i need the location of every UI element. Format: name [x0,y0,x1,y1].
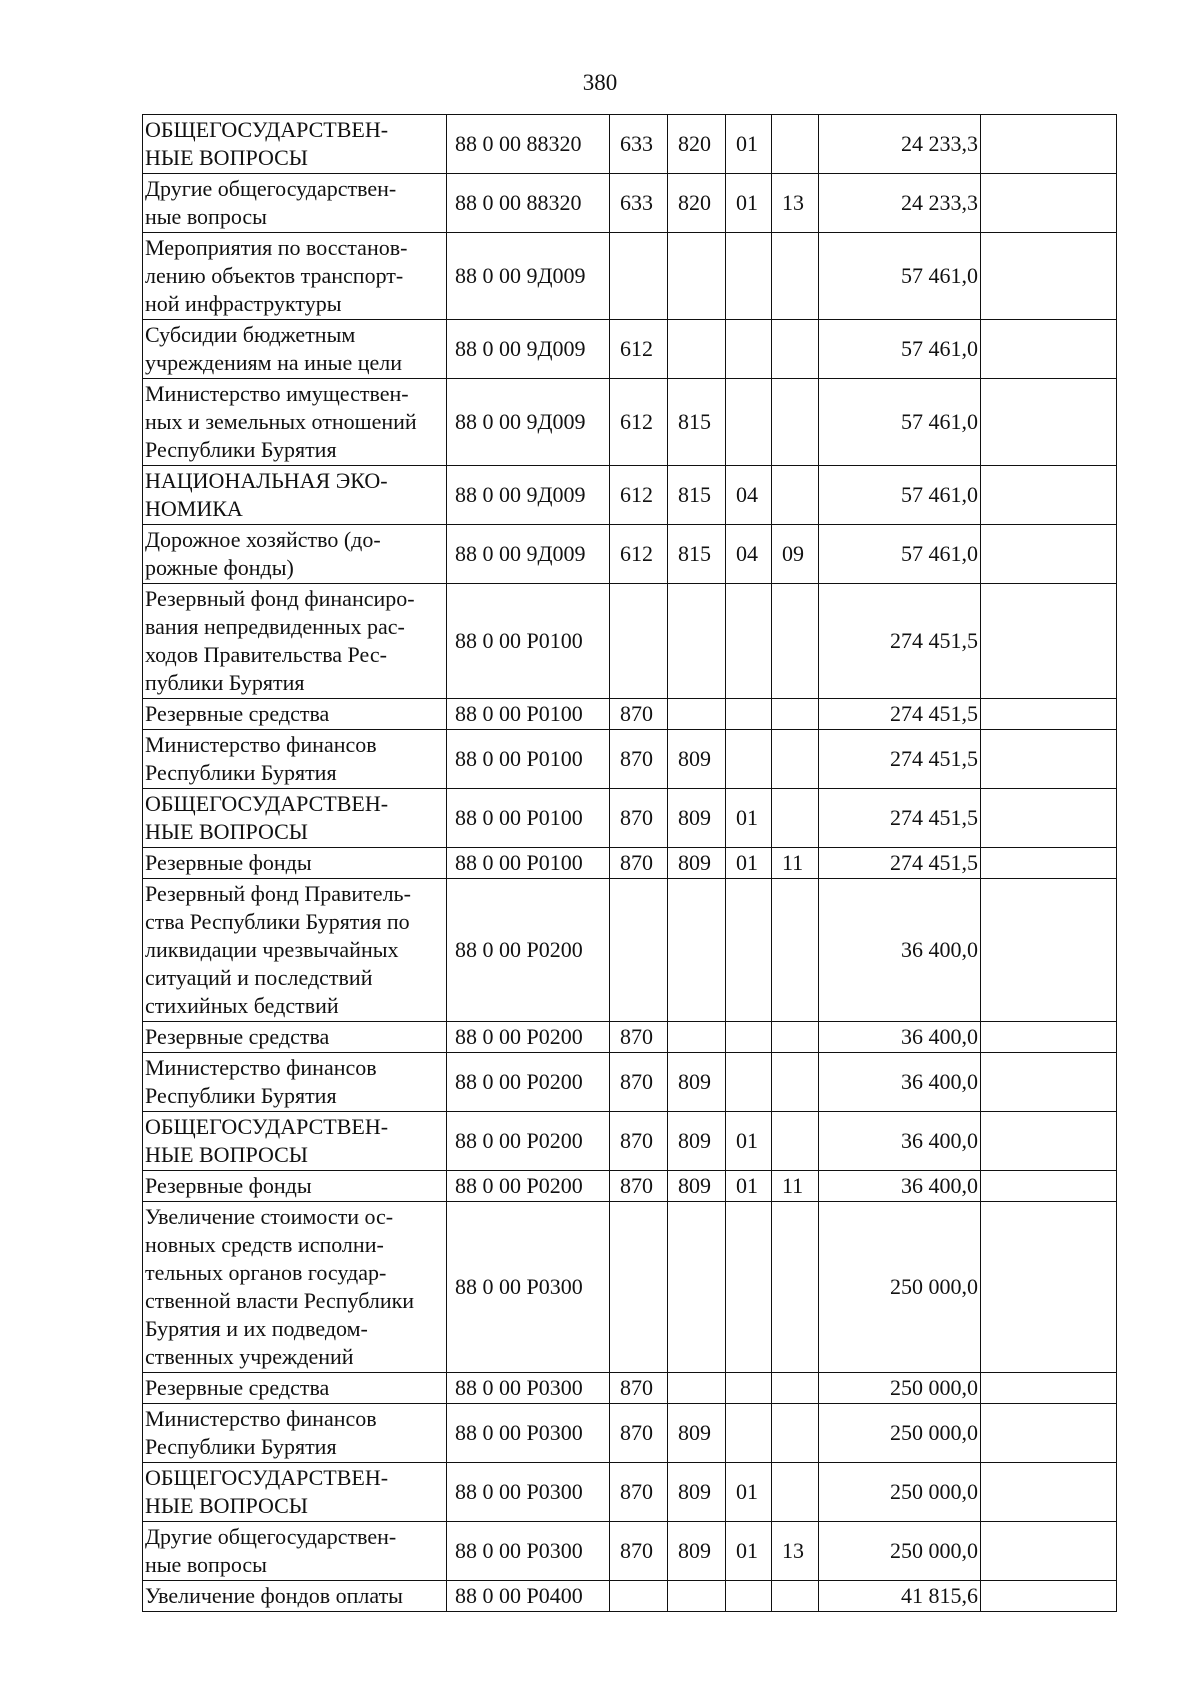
expense-name-cell: Другие общегосударствен- ные вопросы [143,1522,447,1581]
department-code-cell: 815 [668,525,726,584]
expense-name-cell: Другие общегосударствен- ные вопросы [143,174,447,233]
amount-cell: 274 451,5 [819,848,981,879]
section-cell: 01 [726,115,772,174]
department-code-cell: 809 [668,1463,726,1522]
amount-cell: 57 461,0 [819,466,981,525]
expense-name-cell: Резервные средства [143,1022,447,1053]
subsection-cell [772,379,819,466]
expense-type-cell: 870 [610,1112,668,1171]
target-article-cell: 88 0 00 Р0100 [447,584,610,699]
amount-cell: 274 451,5 [819,584,981,699]
section-cell [726,1022,772,1053]
amount-cell: 36 400,0 [819,1022,981,1053]
department-code-cell: 809 [668,1112,726,1171]
section-cell [726,1404,772,1463]
extra-cell [981,174,1117,233]
target-article-cell: 88 0 00 88320 [447,174,610,233]
target-article-cell: 88 0 00 Р0300 [447,1202,610,1373]
department-code-cell [668,1373,726,1404]
department-code-cell [668,1022,726,1053]
expense-type-cell: 870 [610,730,668,789]
expense-name-cell: Увеличение стоимости ос- новных средств исполни- тельных органов государ- ственной власти Республики Бурятия и их подведом- ственных учреждений [143,1202,447,1373]
department-code-cell [668,879,726,1022]
section-cell: 04 [726,525,772,584]
target-article-cell: 88 0 00 Р0100 [447,789,610,848]
expense-name-cell: Резервный фонд финансиро- вания непредвиденных рас- ходов Правительства Рес- публики Бурятия [143,584,447,699]
expense-type-cell: 870 [610,699,668,730]
subsection-cell [772,789,819,848]
subsection-cell [772,1404,819,1463]
expense-type-cell: 870 [610,1404,668,1463]
target-article-cell: 88 0 00 Р0200 [447,1022,610,1053]
expense-name-cell: Министерство финансов Республики Бурятия [143,1053,447,1112]
target-article-cell: 88 0 00 Р0200 [447,879,610,1022]
target-article-cell: 88 0 00 88320 [447,115,610,174]
amount-cell: 274 451,5 [819,699,981,730]
subsection-cell: 11 [772,848,819,879]
table-row [143,320,1117,379]
table-row [143,730,1117,789]
extra-cell [981,1202,1117,1373]
department-code-cell: 815 [668,466,726,525]
extra-cell [981,233,1117,320]
expense-name-cell: Дорожное хозяйство (до- рожные фонды) [143,525,447,584]
amount-cell: 24 233,3 [819,174,981,233]
target-article-cell: 88 0 00 9Д009 [447,379,610,466]
table-row [143,1463,1117,1522]
section-cell: 01 [726,1171,772,1202]
target-article-cell: 88 0 00 Р0200 [447,1053,610,1112]
extra-cell [981,1522,1117,1581]
amount-cell: 274 451,5 [819,730,981,789]
expense-type-cell: 612 [610,466,668,525]
expense-name-cell: Субсидии бюджетным учреждениям на иные цели [143,320,447,379]
target-article-cell: 88 0 00 9Д009 [447,466,610,525]
table-row [143,525,1117,584]
subsection-cell [772,1373,819,1404]
expense-name-cell: Министерство финансов Республики Бурятия [143,730,447,789]
target-article-cell: 88 0 00 9Д009 [447,233,610,320]
amount-cell: 36 400,0 [819,879,981,1022]
section-cell: 01 [726,174,772,233]
table-row [143,1404,1117,1463]
target-article-cell: 88 0 00 Р0200 [447,1112,610,1171]
table-row [143,1373,1117,1404]
subsection-cell [772,1202,819,1373]
extra-cell [981,789,1117,848]
target-article-cell: 88 0 00 Р0300 [447,1463,610,1522]
extra-cell [981,1053,1117,1112]
amount-cell: 250 000,0 [819,1202,981,1373]
department-code-cell: 809 [668,1171,726,1202]
section-cell [726,233,772,320]
section-cell [726,1202,772,1373]
extra-cell [981,1373,1117,1404]
extra-cell [981,584,1117,699]
department-code-cell: 809 [668,1404,726,1463]
subsection-cell [772,879,819,1022]
expense-type-cell [610,1581,668,1612]
department-code-cell [668,1202,726,1373]
table-row [143,1522,1117,1581]
expense-name-cell: ОБЩЕГОСУДАРСТВЕН- НЫЕ ВОПРОСЫ [143,1112,447,1171]
page-number: 380 [582,70,618,95]
table-row [143,789,1117,848]
section-cell [726,1053,772,1112]
table-row [143,1053,1117,1112]
target-article-cell: 88 0 00 Р0300 [447,1404,610,1463]
table-row [143,174,1117,233]
subsection-cell: 09 [772,525,819,584]
section-cell [726,1581,772,1612]
subsection-cell [772,1581,819,1612]
amount-cell: 57 461,0 [819,525,981,584]
extra-cell [981,1463,1117,1522]
amount-cell: 250 000,0 [819,1522,981,1581]
table-row [143,115,1117,174]
expense-type-cell [610,1202,668,1373]
expense-name-cell: Резервные фонды [143,848,447,879]
extra-cell [981,1112,1117,1171]
expense-type-cell: 633 [610,174,668,233]
expense-name-cell: ОБЩЕГОСУДАРСТВЕН- НЫЕ ВОПРОСЫ [143,1463,447,1522]
extra-cell [981,1581,1117,1612]
subsection-cell [772,115,819,174]
expense-name-cell: Резервный фонд Правитель- ства Республики Бурятия по ликвидации чрезвычайных ситуаций и последствий стихийных бедствий [143,879,447,1022]
extra-cell [981,730,1117,789]
subsection-cell [772,320,819,379]
table-row [143,379,1117,466]
subsection-cell [772,730,819,789]
expense-name-cell: Министерство финансов Республики Бурятия [143,1404,447,1463]
amount-cell: 274 451,5 [819,789,981,848]
extra-cell [981,1171,1117,1202]
amount-cell: 57 461,0 [819,233,981,320]
table-body [143,115,1117,1612]
section-cell [726,1373,772,1404]
expense-type-cell: 870 [610,1522,668,1581]
section-cell: 01 [726,848,772,879]
amount-cell: 36 400,0 [819,1053,981,1112]
subsection-cell [772,466,819,525]
table-row [143,233,1117,320]
expense-type-cell [610,233,668,320]
target-article-cell: 88 0 00 Р0300 [447,1522,610,1581]
department-code-cell [668,320,726,379]
subsection-cell [772,1022,819,1053]
amount-cell: 57 461,0 [819,320,981,379]
extra-cell [981,1404,1117,1463]
section-cell: 04 [726,466,772,525]
table-row [143,1581,1117,1612]
expense-name-cell: НАЦИОНАЛЬНАЯ ЭКО- НОМИКА [143,466,447,525]
amount-cell: 57 461,0 [819,379,981,466]
amount-cell: 41 815,6 [819,1581,981,1612]
subsection-cell [772,1463,819,1522]
table-row [143,699,1117,730]
amount-cell: 36 400,0 [819,1171,981,1202]
subsection-cell [772,1053,819,1112]
table-row [143,1202,1117,1373]
section-cell [726,320,772,379]
table-row [143,584,1117,699]
department-code-cell [668,584,726,699]
subsection-cell [772,1112,819,1171]
department-code-cell: 809 [668,789,726,848]
section-cell [726,379,772,466]
expense-type-cell: 870 [610,1053,668,1112]
extra-cell [981,699,1117,730]
target-article-cell: 88 0 00 Р0300 [447,1373,610,1404]
expense-type-cell: 870 [610,1373,668,1404]
expense-name-cell: Министерство имуществен- ных и земельных отношений Республики Бурятия [143,379,447,466]
section-cell: 01 [726,1463,772,1522]
subsection-cell: 13 [772,174,819,233]
budget-table [142,114,1117,1612]
section-cell: 01 [726,1112,772,1171]
target-article-cell: 88 0 00 Р0100 [447,699,610,730]
section-cell: 01 [726,789,772,848]
extra-cell [981,848,1117,879]
target-article-cell: 88 0 00 9Д009 [447,525,610,584]
section-cell: 01 [726,1522,772,1581]
extra-cell [981,525,1117,584]
target-article-cell: 88 0 00 9Д009 [447,320,610,379]
section-cell [726,730,772,789]
expense-name-cell: Увеличение фондов оплаты [143,1581,447,1612]
subsection-cell [772,584,819,699]
expense-type-cell: 612 [610,379,668,466]
expense-type-cell: 870 [610,848,668,879]
expense-type-cell: 870 [610,1463,668,1522]
expense-type-cell: 612 [610,320,668,379]
subsection-cell: 13 [772,1522,819,1581]
expense-type-cell: 870 [610,1022,668,1053]
department-code-cell: 815 [668,379,726,466]
expense-type-cell [610,879,668,1022]
section-cell [726,879,772,1022]
extra-cell [981,879,1117,1022]
subsection-cell [772,233,819,320]
expense-type-cell [610,584,668,699]
department-code-cell: 809 [668,848,726,879]
extra-cell [981,1022,1117,1053]
table-row [143,1022,1117,1053]
expense-name-cell: ОБЩЕГОСУДАРСТВЕН- НЫЕ ВОПРОСЫ [143,115,447,174]
department-code-cell: 809 [668,1053,726,1112]
extra-cell [981,115,1117,174]
table-row [143,466,1117,525]
section-cell [726,699,772,730]
department-code-cell: 820 [668,174,726,233]
extra-cell [981,320,1117,379]
section-cell [726,584,772,699]
subsection-cell: 11 [772,1171,819,1202]
amount-cell: 24 233,3 [819,115,981,174]
department-code-cell [668,699,726,730]
target-article-cell: 88 0 00 Р0400 [447,1581,610,1612]
amount-cell: 250 000,0 [819,1404,981,1463]
amount-cell: 250 000,0 [819,1463,981,1522]
target-article-cell: 88 0 00 Р0200 [447,1171,610,1202]
department-code-cell [668,1581,726,1612]
expense-name-cell: ОБЩЕГОСУДАРСТВЕН- НЫЕ ВОПРОСЫ [143,789,447,848]
extra-cell [981,466,1117,525]
expense-type-cell: 870 [610,789,668,848]
table-row [143,1171,1117,1202]
table-row [143,848,1117,879]
expense-type-cell: 633 [610,115,668,174]
amount-cell: 250 000,0 [819,1373,981,1404]
expense-name-cell: Мероприятия по восстанов- лению объектов транспорт- ной инфраструктуры [143,233,447,320]
target-article-cell: 88 0 00 Р0100 [447,730,610,789]
department-code-cell: 809 [668,1522,726,1581]
target-article-cell: 88 0 00 Р0100 [447,848,610,879]
extra-cell [981,379,1117,466]
expense-type-cell: 870 [610,1171,668,1202]
department-code-cell [668,233,726,320]
table-row [143,879,1117,1022]
department-code-cell: 809 [668,730,726,789]
expense-type-cell: 612 [610,525,668,584]
subsection-cell [772,699,819,730]
expense-name-cell: Резервные фонды [143,1171,447,1202]
expense-name-cell: Резервные средства [143,1373,447,1404]
department-code-cell: 820 [668,115,726,174]
amount-cell: 36 400,0 [819,1112,981,1171]
expense-name-cell: Резервные средства [143,699,447,730]
table-row [143,1112,1117,1171]
